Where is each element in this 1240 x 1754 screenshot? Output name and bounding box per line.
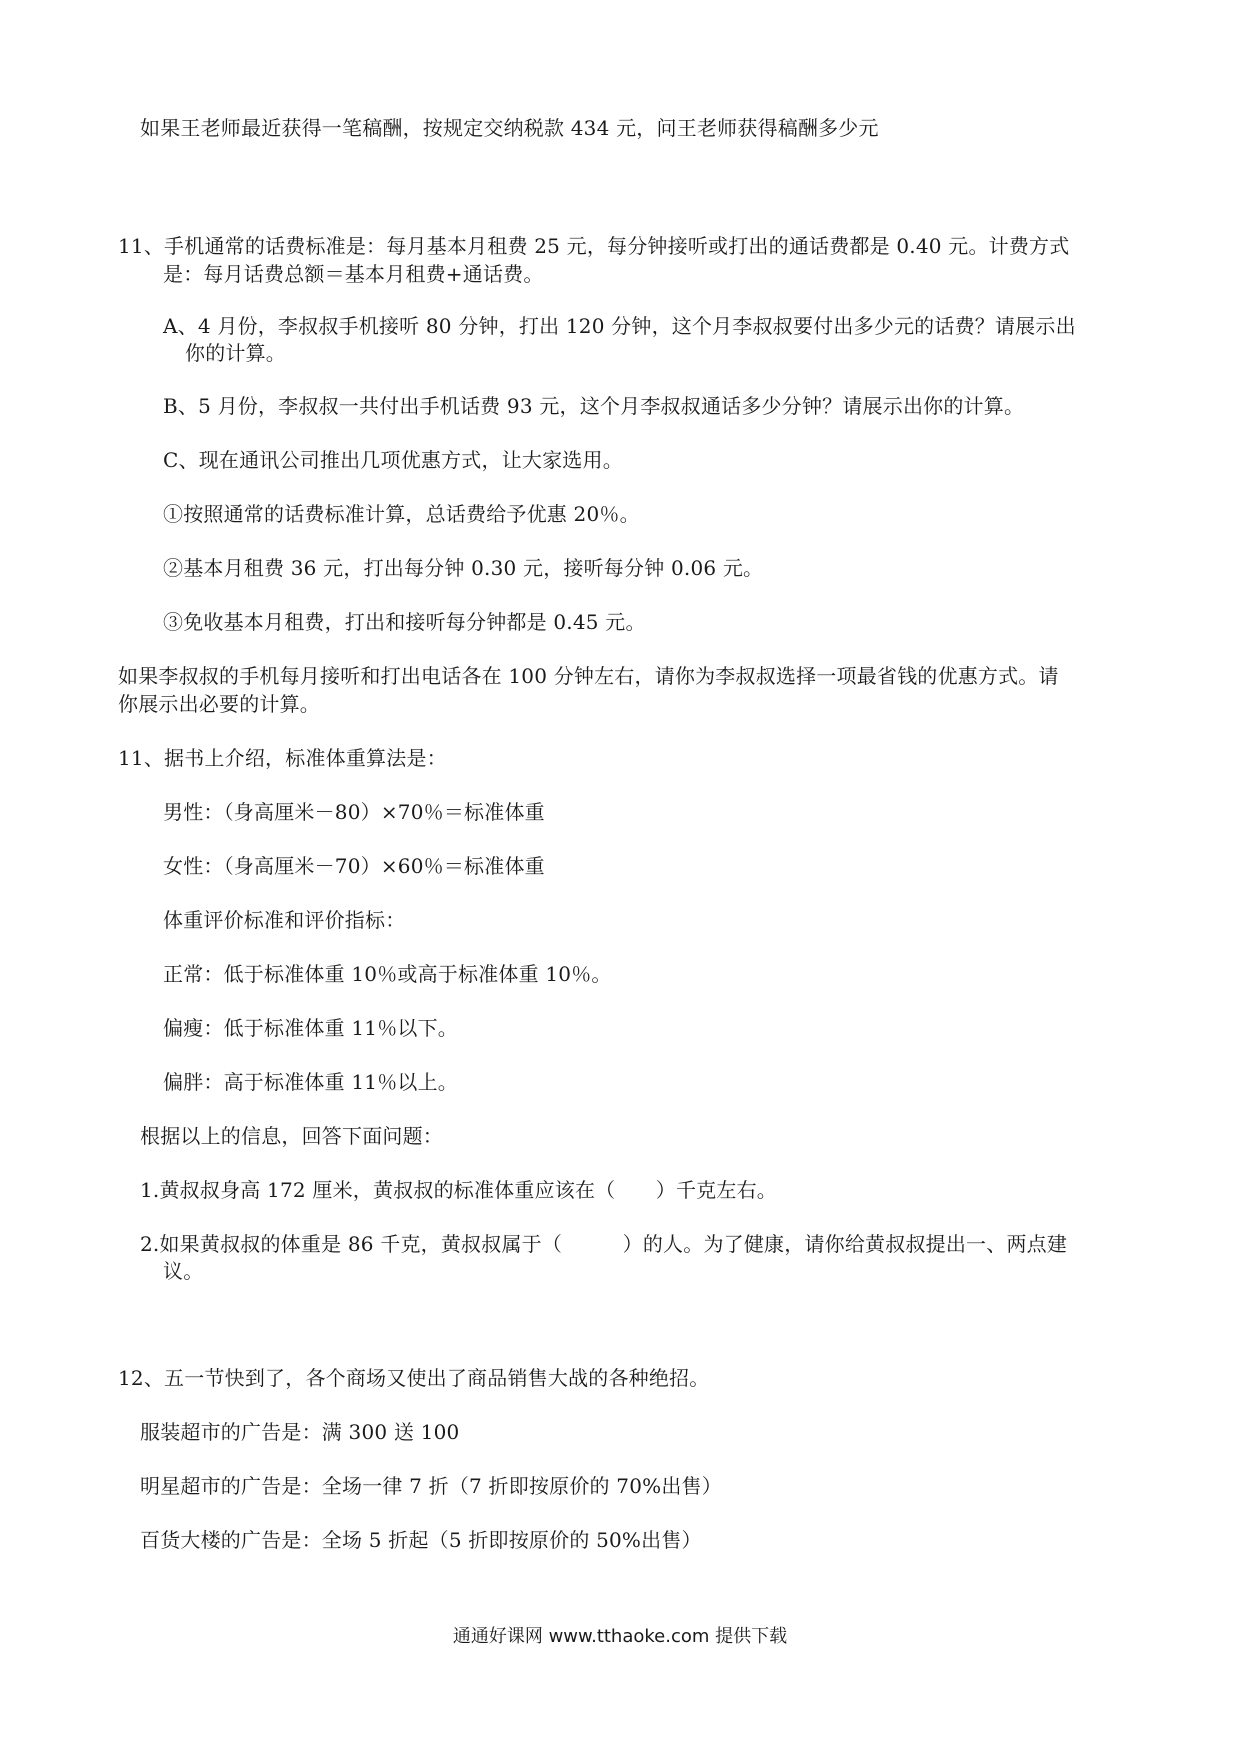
criteria-thin: 偏瘦：低于标准体重 11％以下。 <box>163 1016 459 1040</box>
ad-clothing-supermarket: 服装超市的广告是：满 300 送 100 <box>140 1420 460 1444</box>
q11-phone-line2: 是：每月话费总额＝基本月租费+通话费。 <box>163 262 544 286</box>
q11-phone-line1: 11、手机通常的话费标准是：每月基本月租费 25 元，每分钟接听或打出的通话费都是 0.40 元。计费方式 <box>118 234 1070 258</box>
intro-line: 如果王老师最近获得一笔稿酬，按规定交纳税款 434 元，问王老师获得稿酬多少元 <box>140 116 879 140</box>
q11-final-line2: 你展示出必要的计算。 <box>118 692 320 716</box>
sub-question-2-line1: 2.如果黄叔叔的体重是 86 千克，黄叔叔属于（ ）的人。为了健康，请你给黄叔叔提出一、两点建 <box>140 1232 1068 1256</box>
page-footer: 通通好课网 www.tthaoke.com 提供下载 <box>452 1626 788 1647</box>
q11-option-1: ①按照通常的话费标准计算，总话费给予优惠 20％。 <box>163 502 640 526</box>
ad-star-supermarket: 明星超市的广告是：全场一律 7 折（7 折即按原价的 70%出售） <box>140 1474 722 1498</box>
criteria-normal: 正常：低于标准体重 10％或高于标准体重 10％。 <box>163 962 612 986</box>
q11-final-line1: 如果李叔叔的手机每月接听和打出电话各在 100 分钟左右，请你为李叔叔选择一项最省钱的优惠方式。请 <box>118 664 1059 688</box>
q12-title: 12、五一节快到了，各个商场又使出了商品销售大战的各种绝招。 <box>118 1366 710 1390</box>
sub-question-2-line2: 议。 <box>163 1259 204 1283</box>
answer-prompt: 根据以上的信息，回答下面问题： <box>140 1124 443 1148</box>
female-formula: 女性：（身高厘米－70）×60％＝标准体重 <box>163 854 545 878</box>
criteria-title: 体重评价标准和评价指标： <box>163 908 406 932</box>
criteria-fat: 偏胖：高于标准体重 11％以上。 <box>163 1070 459 1094</box>
male-formula: 男性：（身高厘米－80）×70％＝标准体重 <box>163 800 545 824</box>
q11-part-a-line1: A、4 月份，李叔叔手机接听 80 分钟，打出 120 分钟，这个月李叔叔要付出多少元的话费？请展示出 <box>163 314 1076 338</box>
q11-weight-title: 11、据书上介绍，标准体重算法是： <box>118 746 447 770</box>
q11-part-b: B、5 月份，李叔叔一共付出手机话费 93 元，这个月李叔叔通话多少分钟？请展示出你的计算。 <box>163 394 1025 418</box>
q11-part-a-line2: 你的计算。 <box>185 341 286 365</box>
ad-department-store: 百货大楼的广告是：全场 5 折起（5 折即按原价的 50%出售） <box>140 1528 702 1552</box>
q11-option-3: ③免收基本月租费，打出和接听每分钟都是 0.45 元。 <box>163 610 646 634</box>
q11-option-2: ②基本月租费 36 元，打出每分钟 0.30 元，接听每分钟 0.06 元。 <box>163 556 764 580</box>
q11-part-c: C、现在通讯公司推出几项优惠方式，让大家选用。 <box>163 448 623 472</box>
sub-question-1: 1.黄叔叔身高 172 厘米，黄叔叔的标准体重应该在（ ）千克左右。 <box>140 1178 777 1202</box>
